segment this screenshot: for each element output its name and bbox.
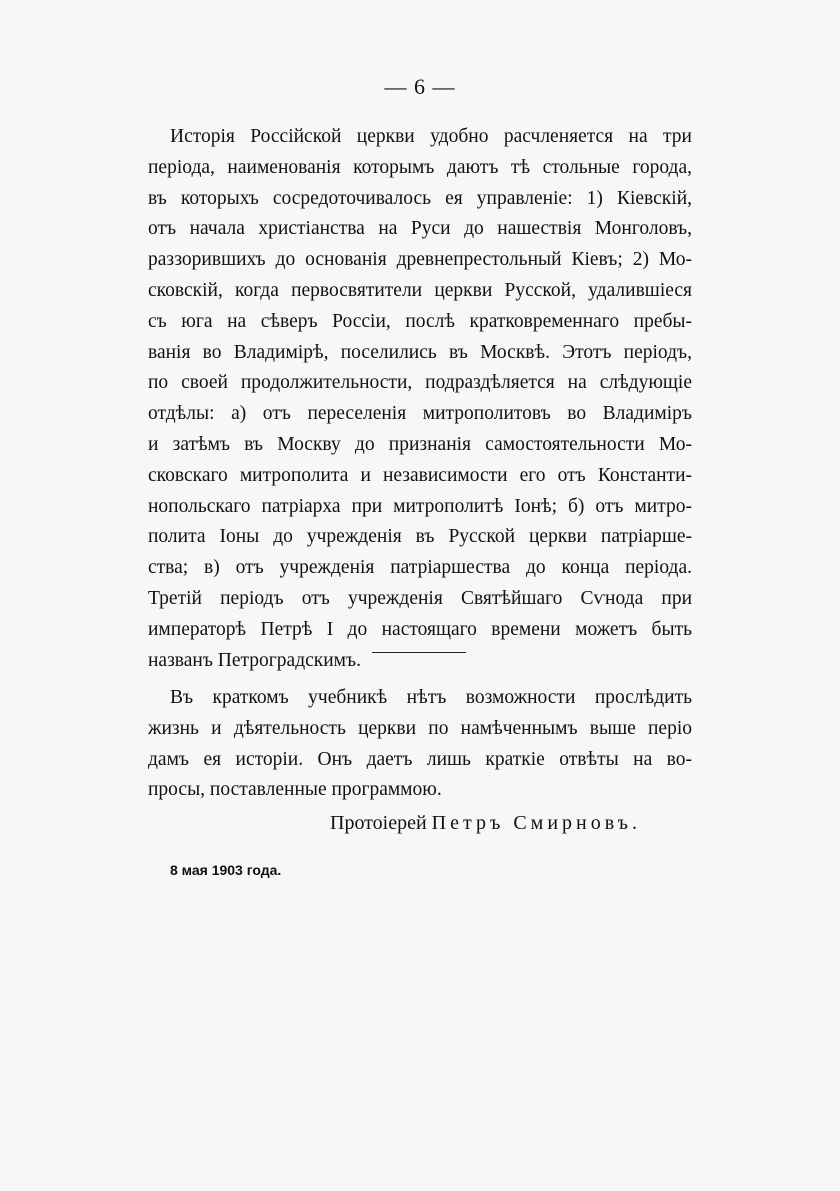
text-line: жизнь и дѣятельность церкви по намѣченнымъ выше періо (148, 717, 692, 739)
page-number: — 6 — (384, 74, 456, 99)
paragraph-textbook-scope (148, 683, 692, 806)
text-line: императорѣ Петрѣ I до настоящаго времени можетъ быть (148, 618, 692, 640)
text-line: въ которыхъ сосредоточивалось ея управленіе: 1) Кіевскій, (148, 187, 692, 209)
section-divider (372, 652, 466, 653)
text-line: раззорившихъ до основанія древнепрестольный Кіевъ; 2) Мо- (148, 249, 692, 271)
text-line: отъ начала христіанства на Руси до нашествія Монголовъ, (148, 218, 692, 240)
text-line: просы, поставленные программою. (148, 779, 442, 801)
text-line: и затѣмъ въ Москву до признанія самостоятельности Мо- (148, 433, 692, 455)
text-line: отдѣлы: а) отъ переселенія митрополитовъ во Владиміръ (148, 403, 692, 425)
document-date: 8 мая 1903 года. (170, 862, 282, 878)
text-line: сковскаго митрополита и независимости его отъ Константи- (148, 464, 692, 486)
author-signature (330, 812, 641, 835)
text-line: періода, наименованія которымъ даютъ тѣ стольные города, (148, 156, 692, 178)
text-line: полита Іоны до учрежденія въ Русской церкви патріаршe- (148, 526, 692, 548)
text-line: Исторія Россійской церкви удобно расчленяется на три (170, 126, 692, 147)
text-line: нопольскаго патріарха при митрополитѣ Іонѣ; б) отъ митро- (148, 495, 692, 517)
signature-title: Протоіерей (330, 812, 427, 834)
paragraph-church-history-periods (148, 122, 692, 676)
text-line: Въ краткомъ учебникѣ нѣтъ возможности прослѣдить (170, 687, 692, 708)
text-line: ства; в) отъ учрежденія патріаршества до конца періода. (148, 557, 692, 579)
text-line: Третій періодъ отъ учрежденія Святѣйшаго Сѵнода при (148, 587, 692, 609)
text-line: названъ Петроградскимъ. (148, 649, 361, 671)
text-line: съ юга на сѣверъ Россіи, послѣ кратковременнаго пребы- (148, 310, 692, 332)
text-line: сковскій, когда первосвятители церкви Русской, удалившіеся (148, 279, 692, 301)
text-line: по своей продолжительности, подраздѣляется на слѣдующіе (148, 372, 692, 394)
text-line: ванія во Владимірѣ, поселились въ Москвѣ. Этотъ періодъ, (148, 341, 692, 363)
signature-name: Петръ Смирновъ. (431, 812, 642, 834)
text-line: дамъ ея исторіи. Онъ даетъ лишь краткіе отвѣты на во- (148, 748, 692, 770)
